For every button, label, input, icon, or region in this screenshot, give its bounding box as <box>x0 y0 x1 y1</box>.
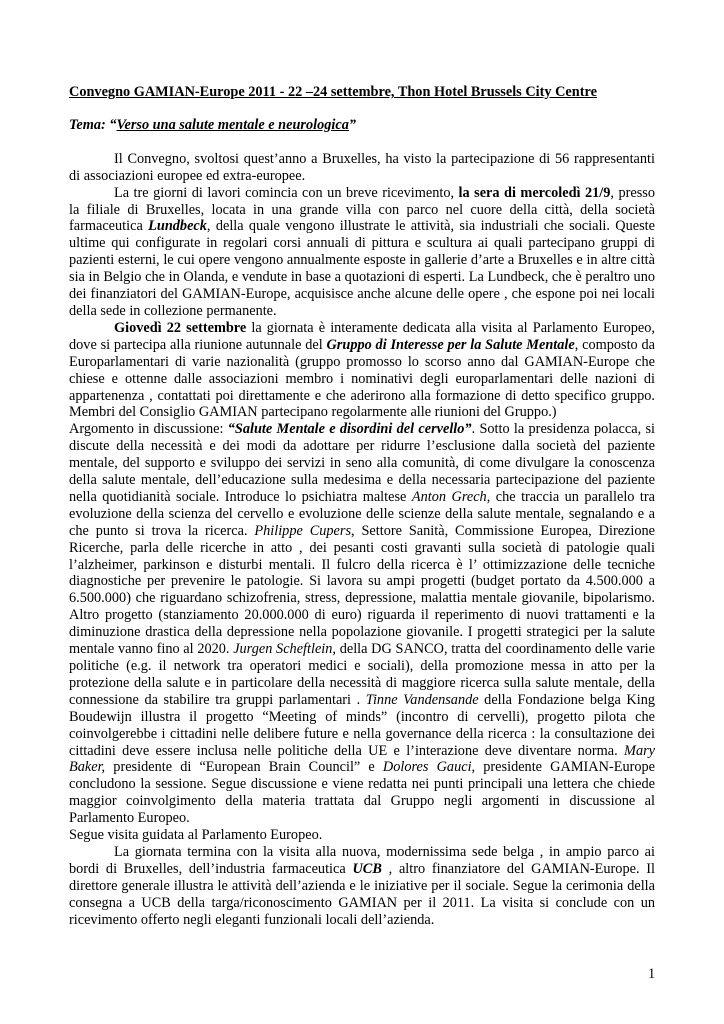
person-name: Anton Grech <box>411 488 487 505</box>
text-run: presidente GAMIAN-Europe concludono la sessione. Segue discussione e viene redatta nei punti principali una lettera che chiede maggior coinvolgimento della materia trattata dal Gruppo negli argomenti in discussione al Parlamento Europeo. <box>69 759 655 827</box>
text-run: Argomento in discussione: <box>69 421 228 438</box>
tema-line <box>69 117 655 134</box>
text-run: , Settore Sanità, Commissione Europea, Direzione Ricerche, parla delle ricerche in atto , dei pesanti costi gravanti sulla società di patologie quali l’alzheimer, parkinson e disturbi mentali. Il fulcro della ricerca è l’ ottimizzazione delle tecniche diagnostiche per prevenire le patologie. Si lavora su ampi progetti (budget portato da 4.500.000 a 6.500.000) che riguardano schizofrenia, stress, depressione, malattia mentale giovanile, bipolarismo. Altro progetto (stanziamento 20.000.000 di euro) riguarda il reperimento di nuovi trattamenti e la diminuzione drastica della depressione nella popolazione giovanile. I progetti strategici per la salute mentale vanno fino al 2020. <box>69 522 656 658</box>
text-run: , presso la filiale di Bruxelles, locata in una grande villa con parco nel cuore della città, della società farmaceutica <box>69 184 655 235</box>
person-name: Tinne Vandensande <box>365 691 479 708</box>
text-run: , composto da Europarlamentari di varie nazionalità (gruppo promosso lo scorso anno dal GAMIAN-Europe che chiese e ottenne dalle associazioni membro i nominativi degli europarlamentari delle nazioni di appartenenza , contattati poi direttamente e che aderirono alla formazione di detto specifico gruppo. Membri del Consiglio GAMIAN partecipano regolarmente alle riunioni del Gruppo.) <box>69 336 655 421</box>
text-run: presidente di “European Brain Council” e <box>105 759 383 776</box>
discussion-topic: “Salute Mentale e disordini del cervello” <box>227 421 472 438</box>
date-thursday: Giovedì 22 settembre <box>114 319 247 336</box>
date-wednesday: la sera di mercoledì 21/9 <box>458 184 611 201</box>
document-body <box>69 84 655 929</box>
text-run: della DG SANCO, tratta del coordinamento delle varie politiche (e.g. il network tra operatori medici e sociali), della promozione messa in atto per la protezione della salute e in particolare della necessità di maggiore ricerca sulla salute mentale, della connessione da stabilire tra gruppi parlamentari . <box>69 641 655 708</box>
paragraph-discussion <box>69 421 655 827</box>
person-name: Dolores Gauci, <box>382 759 476 776</box>
text-run: , della quale vengono illustrate le attività, sia industriali che sociali. Queste ultime qui configurate in regolari corsi annuali di pittura e scultura ai quali partecipano gruppi di pazienti esterni, le cui opere vengono annualmente esposte in gallerie d’arte a Bruxelles e in altre città sia in Belgio che in Olanda, e vendute in base a quotazioni di esperti. La Lundbeck, che è peraltro uno dei finanziatori del GAMIAN-Europe, acquisisce anche alcune delle opere , che espone poi nei locali della sede in collezione permanente. <box>69 218 655 319</box>
paragraph-thursday <box>69 320 655 421</box>
tema-title: Verso una salute mentale e neurologica <box>116 116 349 133</box>
person-name: Jurgen Scheftlein, <box>233 641 336 658</box>
text-run: della Fondazione belga King Boudewijn illustra il progetto “Meeting of minds” (incontro di cervelli), progetto pilota che coinvolgerebbe i cittadini nelle delibere future e nella governance della ricerca : la consultazione dei cittadini deve essere inclusa nelle politiche della UE e l’interazione deve diventare norma. <box>69 691 655 759</box>
text-run: , altro finanziatore del GAMIAN-Europe. Il direttore generale illustra le attività dell’azienda e le iniziative per il sociale. Segue la cerimonia della consegna a UCB della targa/riconoscimento GAMIAN per il 2011. La visita si conclude con un ricevimento offerto negli eleganti funzionali locali dell’azienda. <box>69 860 656 928</box>
person-name: Mary Baker, <box>69 742 655 776</box>
text-run: La tre giorni di lavori comincia con un breve ricevimento, <box>114 184 459 201</box>
person-name: Philippe Cupers <box>254 522 352 539</box>
tema-label: Tema: “ <box>69 116 117 133</box>
tema-close: ” <box>348 116 357 133</box>
paragraph-ucb <box>69 844 655 929</box>
group-name: Gruppo di Interesse per la Salute Mentale <box>326 336 575 353</box>
page-number: 1 <box>648 966 656 982</box>
text-run: , che traccia un parallelo tra evoluzione della scienza del cervello e evoluzione delle scienze della salute mentale, segnalando e a che punto si trova la ricerca. <box>69 488 655 539</box>
paragraph-wednesday <box>69 185 655 320</box>
paragraph-visit: Segue visita guidata al Parlamento Europeo. <box>69 827 323 844</box>
company-ucb: UCB <box>352 860 382 877</box>
text-run: la giornata è interamente dedicata alla visita al Parlamento Europeo, dove si partecipa alla riunione autunnale del <box>69 319 655 353</box>
text-run: La giornata termina con la visita alla nuova, modernissima sede belga , in ampio parco ai bordi di Bruxelles, dell’industria farmaceutica <box>69 843 655 877</box>
paragraph-intro: Il Convegno, svoltosi quest’anno a Bruxelles, ha visto la partecipazione di 56 rappresentanti di associazioni europee ed extra-europee. <box>69 150 655 184</box>
text-run: . Sotto la presidenza polacca, si discute della necessità e dei modi da adottare per ridurre l’esclusione dalla società del paziente mentale, del supporto e sviluppo dei servizi in seno alla comunità, di come divulgare la conoscenza della salute mentale, dell’educazione sulla medesima e della necessaria partecipazione del paziente nella quotidianità sociale. Introduce lo psichiatra maltese <box>69 421 655 505</box>
document-heading: Convegno GAMIAN-Europe 2011 - 22 –24 settembre, Thon Hotel Brussels City Centre <box>69 84 597 100</box>
company-lundbeck: Lundbeck <box>148 218 207 235</box>
